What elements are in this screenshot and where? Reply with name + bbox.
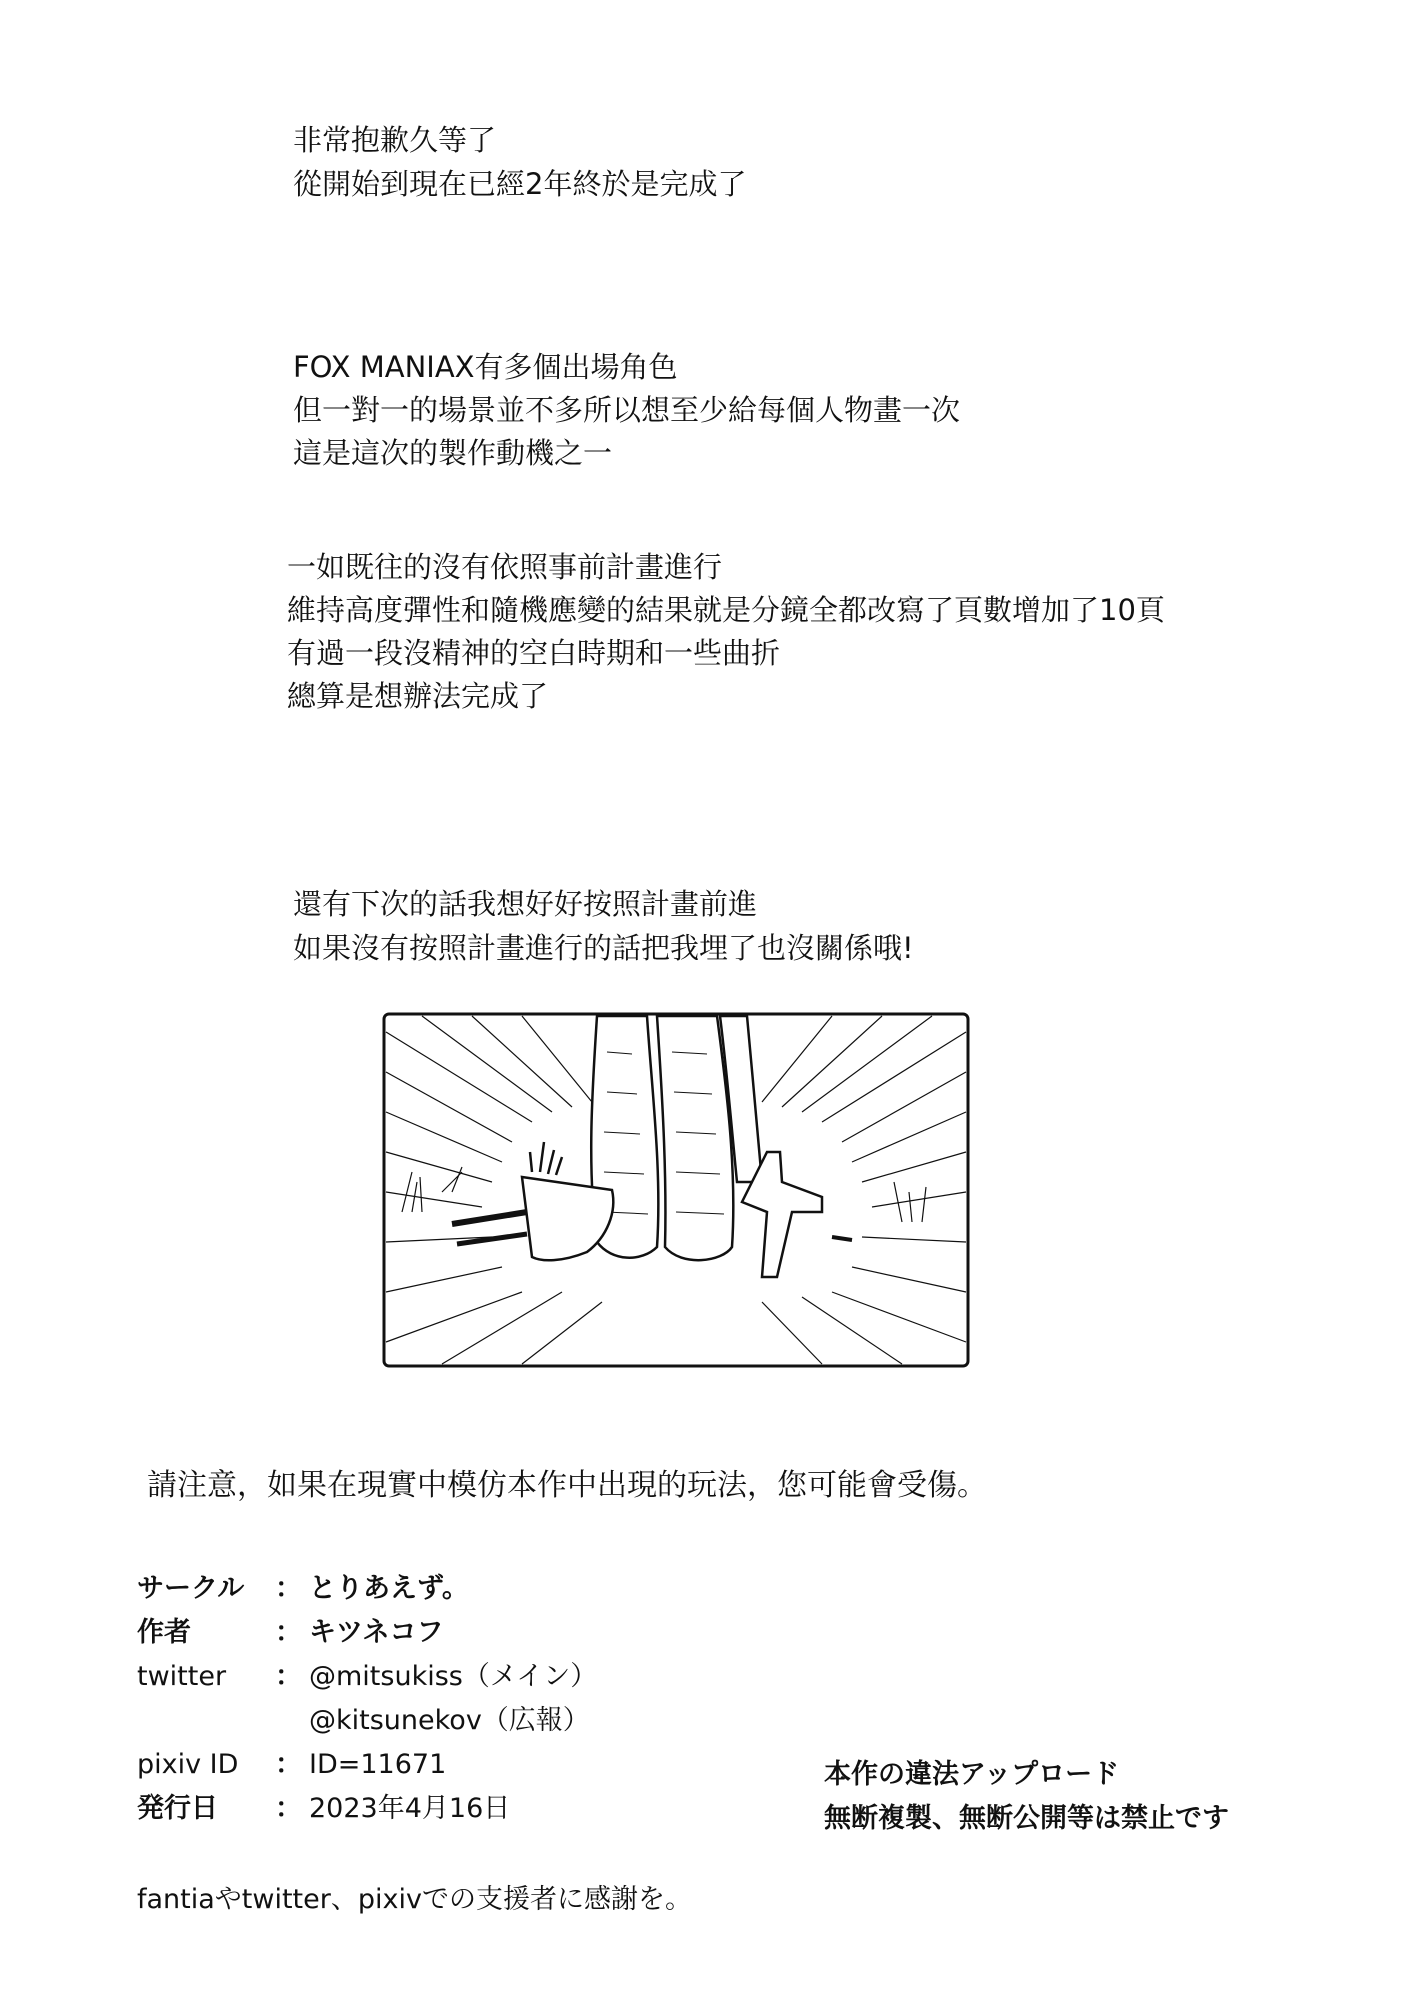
twitter-label: twitter: [137, 1661, 227, 1692]
credit-row-twitter: [137, 1655, 597, 1699]
motivation-line: 但一對一的場景並不多所以想至少給每個人物畫一次: [293, 393, 961, 427]
motivation-line: 這是這次的製作動機之一: [293, 436, 613, 470]
colon: ：: [275, 1573, 302, 1604]
colon: ：: [275, 1661, 302, 1692]
comic-panel-illustration: [382, 1012, 970, 1368]
motivation-paragraph: [293, 346, 960, 475]
credit-row-twitter-2: [137, 1699, 597, 1743]
notice-line: 無断複製、無断公開等は禁止です: [824, 1803, 1229, 1834]
pixiv-value: ID=11671: [309, 1749, 447, 1780]
colon: ：: [275, 1793, 302, 1824]
release-value: 2023年4月16日: [309, 1793, 511, 1824]
next-time-line: 還有下次的話我想好好按照計畫前進: [293, 887, 758, 921]
notice-line: 本作の違法アップロード: [824, 1759, 1120, 1790]
colon: ：: [275, 1749, 302, 1780]
next-time-line: 如果沒有按照計畫進行的話把我埋了也沒關係哦!: [293, 931, 914, 965]
colon: ：: [275, 1617, 302, 1648]
intro-paragraph: [293, 118, 746, 206]
motivation-line: FOX MANIAX有多個出場角色: [293, 350, 678, 384]
twitter-value-main: @mitsukiss（メイン）: [309, 1661, 598, 1692]
release-label: 発行日: [137, 1793, 218, 1824]
process-paragraph: [287, 546, 1165, 718]
upload-notice: [824, 1753, 1229, 1841]
thanks-text: fantiaやtwitter、pixivでの支援者に感謝を。: [137, 1884, 692, 1915]
circle-value: とりあえず。: [309, 1573, 469, 1604]
process-line: 一如既往的沒有依照事前計畫進行: [287, 550, 723, 584]
credit-row-circle: [137, 1567, 597, 1611]
intro-line: 非常抱歉久等了: [293, 123, 497, 157]
process-line: 維持高度彈性和隨機應變的結果就是分鏡全都改寫了頁數增加了10頁: [287, 593, 1165, 627]
twitter-value-pr: @kitsunekov（広報）: [309, 1705, 590, 1736]
credit-row-author: [137, 1611, 597, 1655]
process-line: 總算是想辦法完成了: [287, 679, 549, 713]
warning-text: 請注意，如果在現實中模仿本作中出現的玩法，您可能會受傷。: [147, 1468, 987, 1503]
credit-row-release: [137, 1787, 597, 1831]
credits-block: [137, 1567, 597, 1831]
process-line: 有過一段沒精神的空白時期和一些曲折: [287, 636, 781, 670]
next-time-paragraph: [293, 882, 914, 970]
author-value: キツネコフ: [309, 1617, 444, 1648]
intro-line: 從開始到現在已經2年終於是完成了: [293, 167, 747, 201]
author-label: 作者: [137, 1617, 191, 1648]
pixiv-label: pixiv ID: [137, 1749, 239, 1780]
circle-label: サークル: [137, 1573, 245, 1604]
credit-row-pixiv: [137, 1743, 597, 1787]
